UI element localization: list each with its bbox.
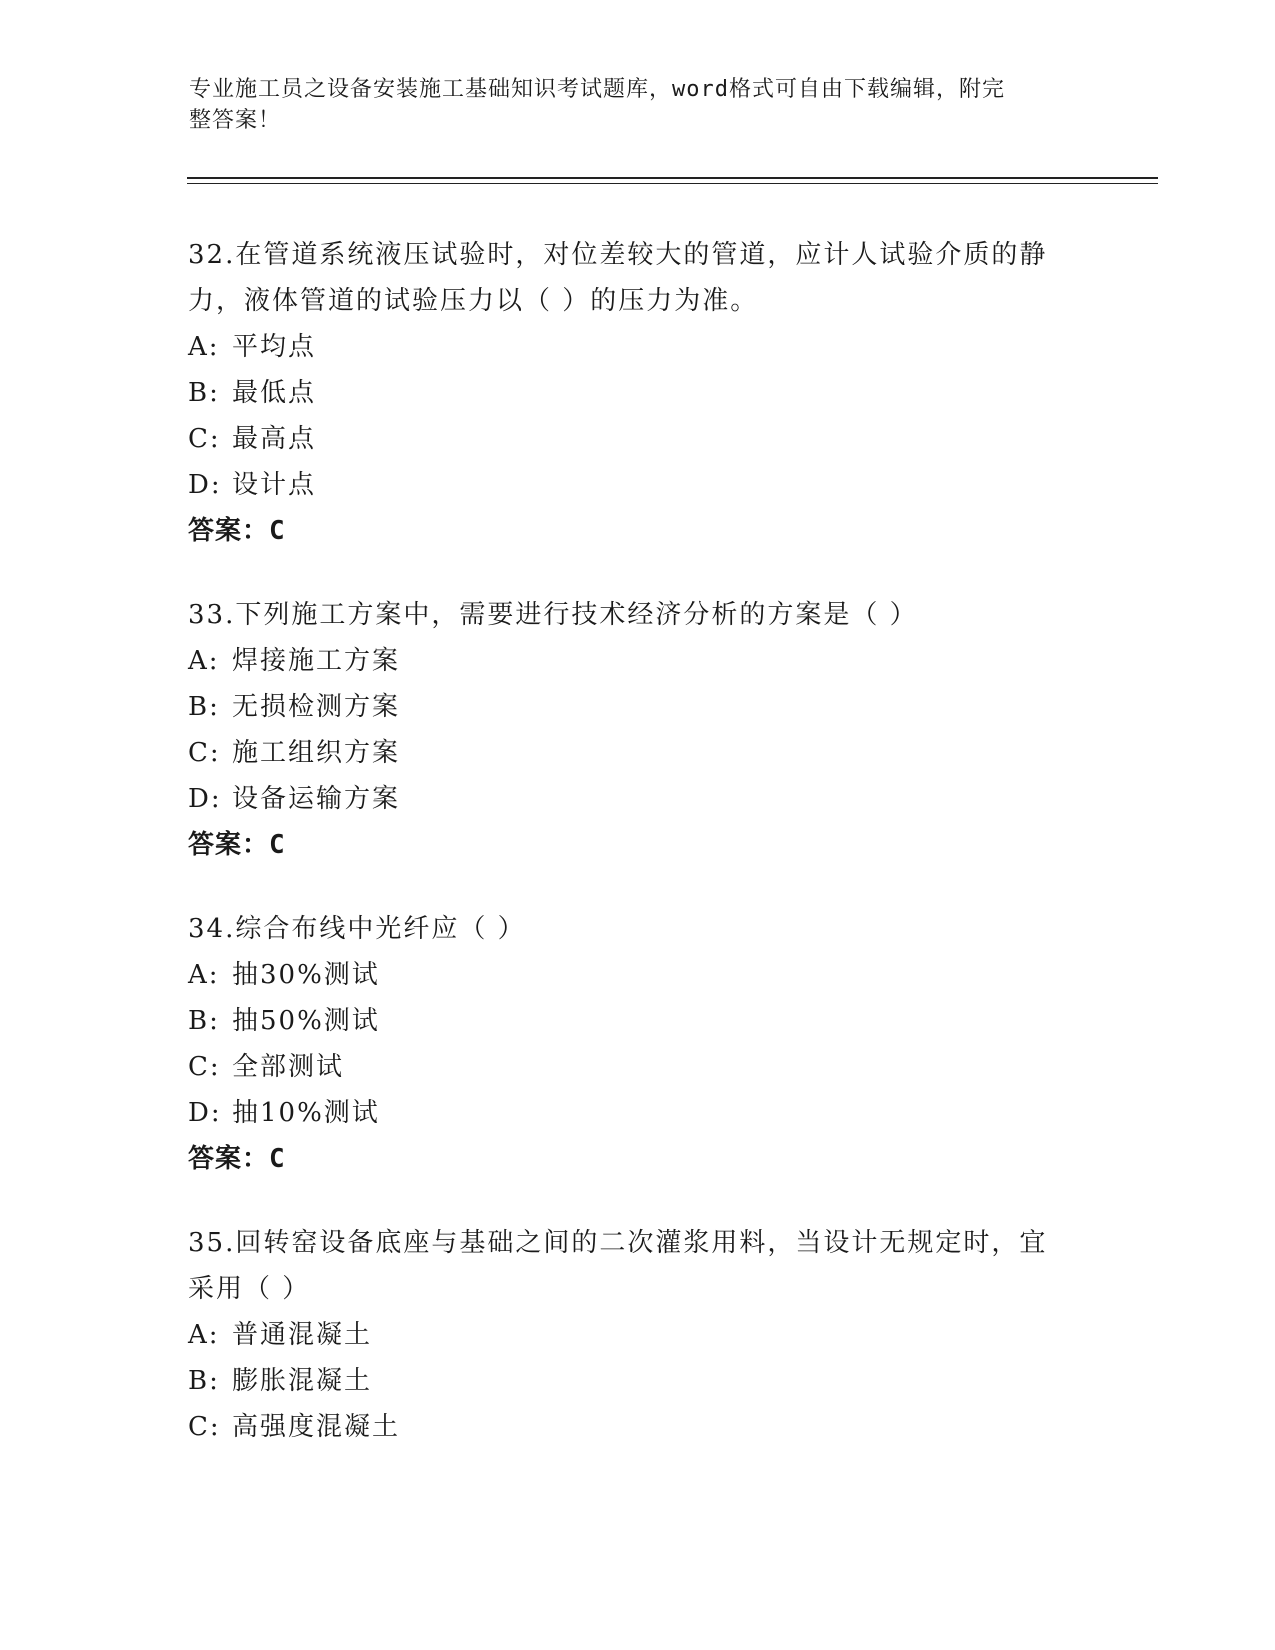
option-a xyxy=(188,952,1088,998)
option-key: B: xyxy=(188,1366,220,1396)
option-a xyxy=(188,1312,1088,1358)
option-key: C: xyxy=(188,1052,221,1082)
header-divider-thin xyxy=(187,183,1158,184)
option-text: 平均点 xyxy=(232,332,317,362)
header-line-2: 整答案！ xyxy=(189,108,282,133)
option-text: 高强度混凝土 xyxy=(232,1412,401,1442)
option-key: A: xyxy=(188,1320,220,1350)
question-35 xyxy=(188,1220,1088,1450)
option-key: D: xyxy=(188,470,222,500)
option-key: A: xyxy=(188,646,220,676)
question-stem-line: 35.回转窑设备底座与基础之间的二次灌浆用料，当设计无规定时，宜 xyxy=(188,1228,1048,1258)
question-list xyxy=(188,232,1088,1488)
option-d xyxy=(188,462,1088,508)
option-text: 最高点 xyxy=(232,424,317,454)
option-text: 设计点 xyxy=(232,470,317,500)
option-text: 普通混凝土 xyxy=(232,1320,373,1350)
question-stem-line: 32.在管道系统液压试验时，对位差较大的管道，应计人试验介质的静 xyxy=(188,240,1048,270)
question-32 xyxy=(188,232,1088,554)
option-key: C: xyxy=(188,424,221,454)
option-key: B: xyxy=(188,692,220,722)
option-key: C: xyxy=(188,1412,221,1442)
option-b xyxy=(188,998,1088,1044)
option-b xyxy=(188,684,1088,730)
option-b xyxy=(188,370,1088,416)
option-c xyxy=(188,1044,1088,1090)
document-header xyxy=(189,74,1069,136)
option-key: D: xyxy=(188,784,222,814)
option-text: 焊接施工方案 xyxy=(232,646,401,676)
option-key: B: xyxy=(188,378,220,408)
option-key: C: xyxy=(188,738,221,768)
option-text: 全部测试 xyxy=(232,1052,345,1082)
option-d xyxy=(188,776,1088,822)
option-a xyxy=(188,324,1088,370)
question-33 xyxy=(188,592,1088,868)
question-stem-line: 采用（ ） xyxy=(188,1274,311,1304)
option-text: 设备运输方案 xyxy=(232,784,401,814)
question-stem-line: 33.下列施工方案中，需要进行技术经济分析的方案是（ ） xyxy=(188,600,918,630)
option-text: 抽30%测试 xyxy=(232,960,380,990)
header-line-1: 专业施工员之设备安装施工基础知识考试题库，word格式可自由下载编辑，附完 xyxy=(189,77,1005,102)
option-text: 抽50%测试 xyxy=(232,1006,380,1036)
answer-line: 答案：C xyxy=(188,1144,286,1174)
option-key: A: xyxy=(188,960,220,990)
question-34 xyxy=(188,906,1088,1182)
option-key: D: xyxy=(188,1098,222,1128)
header-divider-thick xyxy=(187,177,1158,179)
option-text: 膨胀混凝土 xyxy=(232,1366,373,1396)
option-key: B: xyxy=(188,1006,220,1036)
option-c xyxy=(188,1404,1088,1450)
option-text: 施工组织方案 xyxy=(232,738,401,768)
option-text: 无损检测方案 xyxy=(232,692,401,722)
option-d xyxy=(188,1090,1088,1136)
answer-line: 答案：C xyxy=(188,516,286,546)
option-c xyxy=(188,416,1088,462)
question-stem-line: 34.综合布线中光纤应（ ） xyxy=(188,914,526,944)
option-text: 最低点 xyxy=(232,378,317,408)
answer-line: 答案：C xyxy=(188,830,286,860)
option-c xyxy=(188,730,1088,776)
question-stem-line: 力，液体管道的试验压力以（ ）的压力为准。 xyxy=(188,286,759,316)
option-a xyxy=(188,638,1088,684)
option-b xyxy=(188,1358,1088,1404)
option-text: 抽10%测试 xyxy=(232,1098,380,1128)
option-key: A: xyxy=(188,332,220,362)
